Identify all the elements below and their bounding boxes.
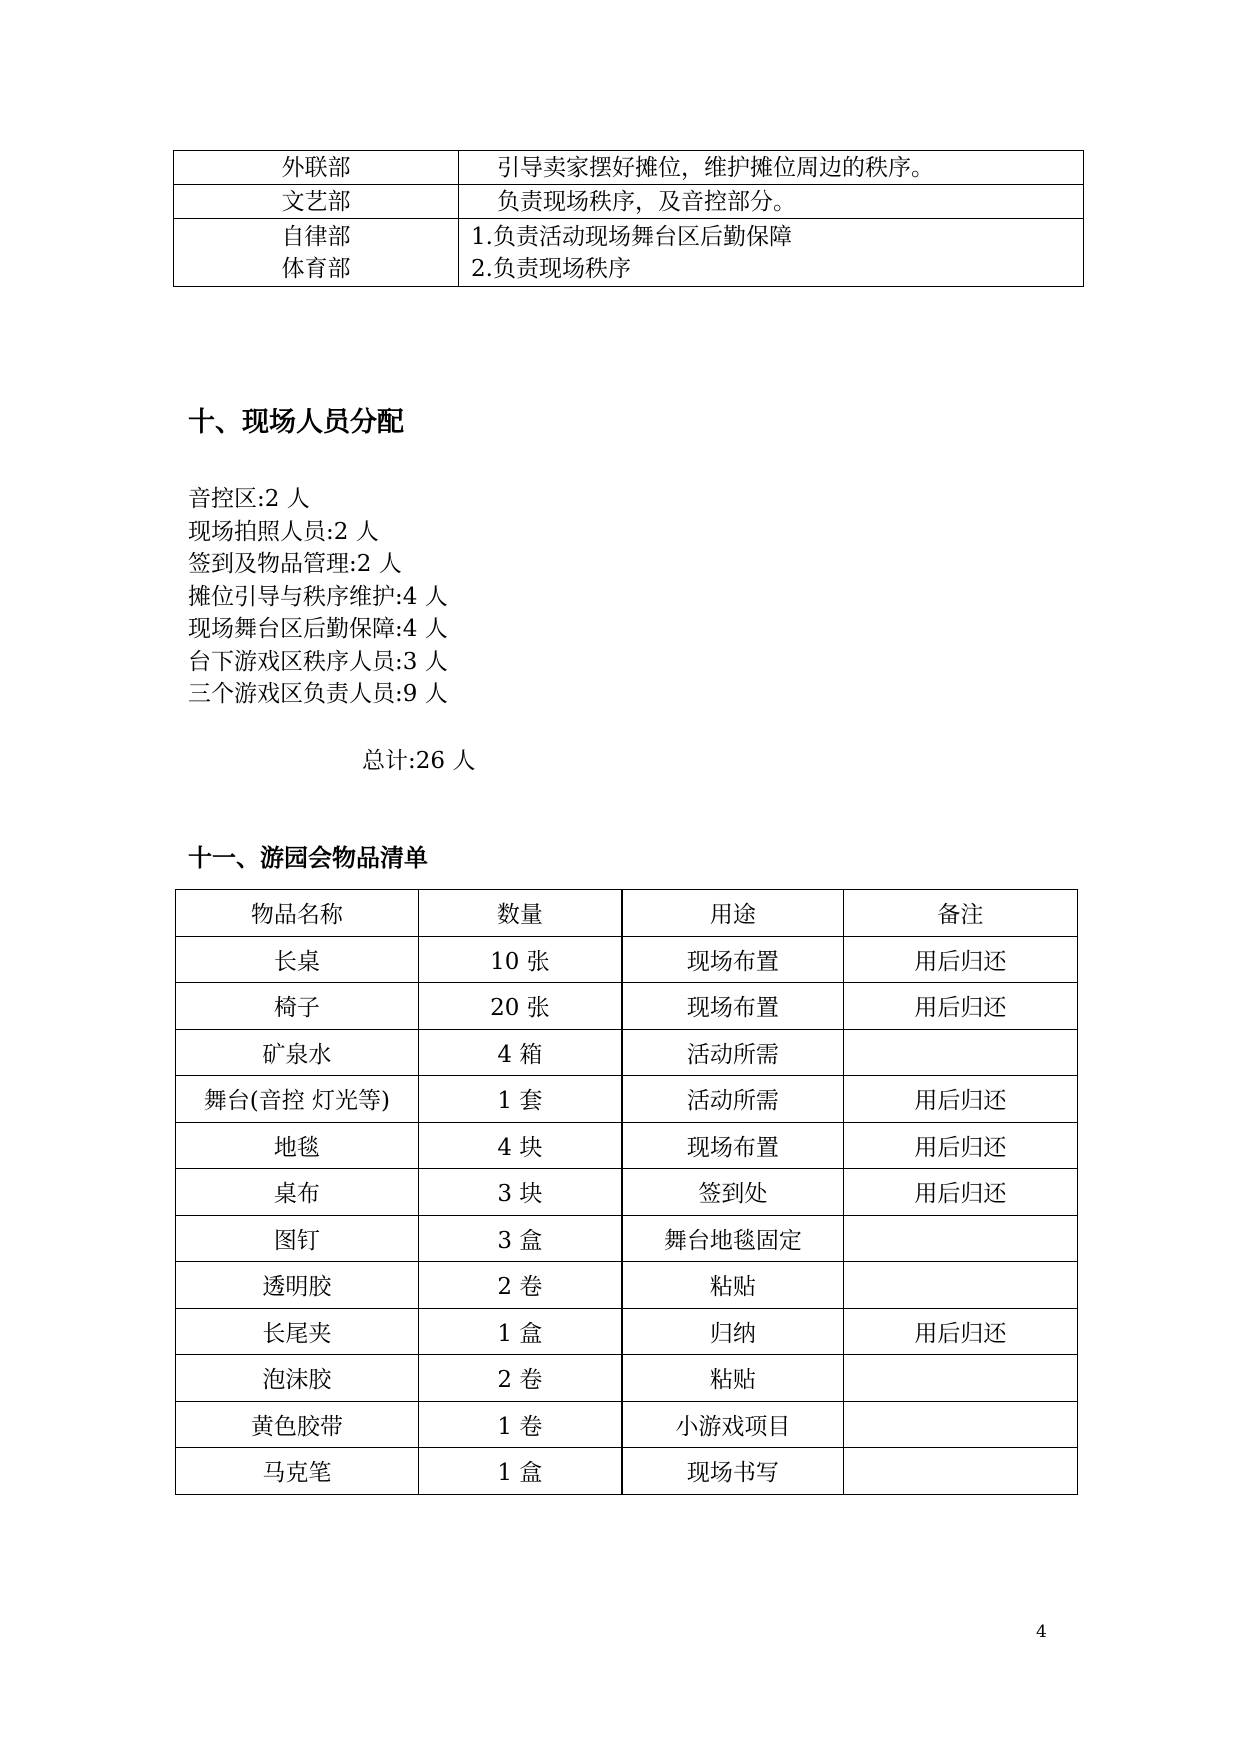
table-row: [176, 1122, 1078, 1169]
quantity-cell: 10 张: [418, 936, 622, 983]
purpose-cell: 小游戏项目: [622, 1401, 843, 1448]
column-header-purpose: 用途: [622, 890, 843, 937]
table-row: [176, 1076, 1078, 1123]
purpose-cell: 归纳: [622, 1308, 843, 1355]
list-item: 签到及物品管理:2 人: [188, 551, 402, 577]
quantity-cell: 2 卷: [418, 1355, 622, 1402]
remarks-cell: [843, 1029, 1077, 1076]
quantity-cell: 3 盒: [418, 1215, 622, 1262]
item-name-cell: 桌布: [176, 1169, 419, 1216]
table-row: [174, 151, 1084, 185]
staff-total: 总计:26 人: [362, 748, 476, 774]
department-cell: 外联部: [174, 151, 459, 185]
purpose-cell: 现场布置: [622, 936, 843, 983]
column-header-item-name: 物品名称: [176, 890, 419, 937]
quantity-cell: 1 盒: [418, 1308, 622, 1355]
items-table-body: [176, 936, 1078, 1494]
item-name-cell: 图钉: [176, 1215, 419, 1262]
purpose-cell: 活动所需: [622, 1076, 843, 1123]
department-cell: 文艺部: [174, 185, 459, 219]
remarks-cell: [843, 1355, 1077, 1402]
quantity-cell: 20 张: [418, 983, 622, 1030]
remarks-cell: 用后归还: [843, 1169, 1077, 1216]
item-name-cell: 地毯: [176, 1122, 419, 1169]
purpose-cell: 现场布置: [622, 983, 843, 1030]
department-duty-table: [173, 150, 1084, 287]
remarks-cell: [843, 1401, 1077, 1448]
purpose-cell: 签到处: [622, 1169, 843, 1216]
item-name-cell: 长桌: [176, 936, 419, 983]
duty-cell: 引导卖家摆好摊位，维护摊位周边的秩序。: [459, 151, 1084, 185]
table-row: [176, 1262, 1078, 1309]
purpose-cell: 活动所需: [622, 1029, 843, 1076]
table-row: [176, 1215, 1078, 1262]
item-name-cell: 黄色胶带: [176, 1401, 419, 1448]
table-row: [176, 1029, 1078, 1076]
quantity-cell: 4 块: [418, 1122, 622, 1169]
item-name-cell: 长尾夹: [176, 1308, 419, 1355]
list-item: 台下游戏区秩序人员:3 人: [188, 648, 448, 675]
purpose-cell: 现场布置: [622, 1122, 843, 1169]
staff-allocation-list: [188, 483, 448, 711]
remarks-cell: [843, 1262, 1077, 1309]
item-name-cell: 矿泉水: [176, 1029, 419, 1076]
table-row: [176, 1448, 1078, 1495]
list-item: 三个游戏区负责人员:9 人: [188, 681, 448, 707]
section-11-heading: 十一、游园会物品清单: [188, 844, 428, 872]
quantity-cell: 1 卷: [418, 1401, 622, 1448]
column-header-quantity: 数量: [418, 890, 622, 937]
table-row: [176, 1355, 1078, 1402]
remarks-cell: 用后归还: [843, 1122, 1077, 1169]
quantity-cell: 2 卷: [418, 1262, 622, 1309]
remarks-cell: 用后归还: [843, 1076, 1077, 1123]
item-name-cell: 椅子: [176, 983, 419, 1030]
quantity-cell: 1 套: [418, 1076, 622, 1123]
items-list-table: [175, 889, 1078, 1495]
duty-cell: 1.负责活动现场舞台区后勤保障 2.负责现场秩序: [459, 219, 1084, 287]
list-item: 音控区:2 人: [188, 486, 310, 512]
section-10-heading: 十、现场人员分配: [188, 407, 404, 438]
table-row: [176, 1308, 1078, 1355]
list-item: 现场拍照人员:2 人: [188, 518, 379, 545]
list-item: 摊位引导与秩序维护:4 人: [188, 583, 448, 610]
quantity-cell: 4 箱: [418, 1029, 622, 1076]
remarks-cell: 用后归还: [843, 936, 1077, 983]
table-row: [176, 983, 1078, 1030]
list-item: 现场舞台区后勤保障:4 人: [188, 616, 448, 642]
item-name-cell: 泡沫胶: [176, 1355, 419, 1402]
remarks-cell: [843, 1448, 1077, 1495]
purpose-cell: 粘贴: [622, 1262, 843, 1309]
item-name-cell: 马克笔: [176, 1448, 419, 1495]
remarks-cell: [843, 1215, 1077, 1262]
purpose-cell: 粘贴: [622, 1355, 843, 1402]
remarks-cell: 用后归还: [843, 983, 1077, 1030]
purpose-cell: 现场书写: [622, 1448, 843, 1495]
duty-cell: 负责现场秩序，及音控部分。: [459, 185, 1084, 219]
quantity-cell: 1 盒: [418, 1448, 622, 1495]
table-row: [176, 1169, 1078, 1216]
table-header-row: [176, 890, 1078, 937]
item-name-cell: 透明胶: [176, 1262, 419, 1309]
table-row: [174, 185, 1084, 219]
quantity-cell: 3 块: [418, 1169, 622, 1216]
remarks-cell: 用后归还: [843, 1308, 1077, 1355]
purpose-cell: 舞台地毯固定: [622, 1215, 843, 1262]
table-row: [176, 936, 1078, 983]
item-name-cell: 舞台(音控 灯光等): [176, 1076, 419, 1123]
table-row: [176, 1401, 1078, 1448]
table-row: [174, 219, 1084, 287]
page-number: 4: [1036, 1622, 1047, 1642]
department-cell: 自律部 体育部: [174, 219, 459, 287]
column-header-remarks: 备注: [843, 890, 1077, 937]
